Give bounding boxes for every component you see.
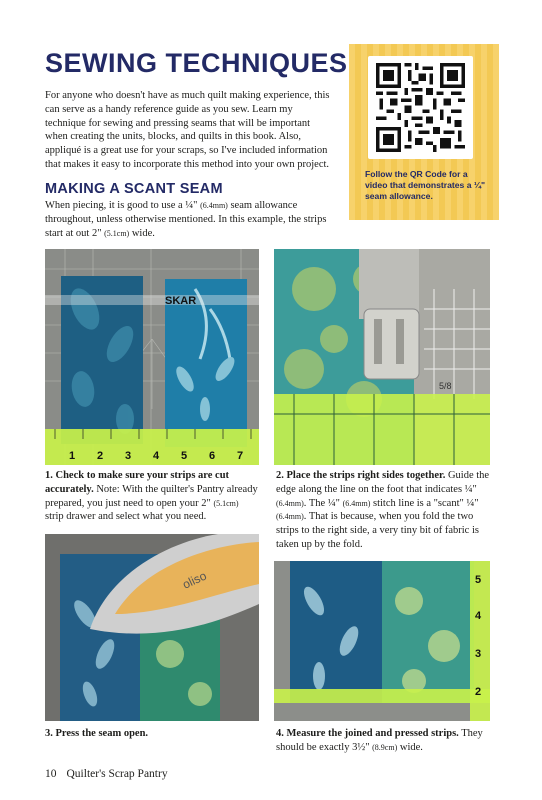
qr-card [368, 56, 473, 159]
metric-value: (6.4mm) [200, 201, 228, 210]
section-subheading: MAKING A SCANT SEAM [45, 181, 223, 197]
step-4-heading: 4. Measure the joined and pressed strips. [276, 728, 459, 739]
step-1-caption [45, 469, 259, 524]
section-paragraph [45, 199, 335, 240]
step-text: . That is because, when you fold the two strips to the right side, a very tiny bit of fabric is taken up by the fold. [276, 511, 479, 550]
iron-brand: oliso [180, 568, 209, 592]
ruler-brand: SKAR [165, 295, 197, 307]
ruler-number: 7 [237, 450, 244, 462]
step-text: stitch line is a "scant" ¼" [370, 497, 479, 509]
ruler-number: 4 [153, 450, 160, 462]
step-text: Note: With the quilter's Pantry already prepared, you just need to open your 2" [45, 483, 258, 509]
subtext-part: seam allowance throughout, unless otherwise mentioned. In this example, the strips start at out 2" [45, 200, 327, 239]
step-3-caption [45, 727, 259, 741]
metric-value: (6.4mm) [276, 512, 304, 522]
ruler-number: 3 [125, 450, 132, 462]
ruler-number: 2 [475, 686, 482, 698]
qr-code-icon[interactable] [376, 63, 465, 152]
step-text: Guide the edge along the line on the foot that indicates ¼" [276, 470, 490, 495]
ruler-number: 5 [181, 450, 188, 462]
ruler-number: 6 [209, 450, 216, 462]
metric-value: (8.9cm) [372, 742, 398, 752]
ruler-number: 2 [97, 450, 104, 462]
step-1-heading: 1. Check to make sure your strips are cut accurately. [45, 470, 230, 495]
qr-callout [349, 44, 499, 220]
step-2-heading: 2. Place the strips right sides together. [276, 470, 446, 481]
metric-value: (5.1cm) [213, 498, 239, 508]
metric-value: (5.1cm) [104, 228, 130, 238]
photo-iron-pressing [45, 534, 259, 721]
page-number: 10 [45, 768, 57, 780]
book-title: Quilter's Scrap Pantry [66, 768, 168, 780]
photo-strips-on-mat [45, 249, 259, 465]
foot-mark: 5/8 [439, 381, 452, 391]
step-text: . The ¼" [303, 497, 343, 509]
ruler-number: 4 [475, 610, 482, 622]
step-2-caption [276, 469, 490, 552]
step-text: They should be exactly 3½" [276, 728, 483, 753]
qr-caption: Follow the QR Code for a video that demonstrates a ¼" seam allowance. [365, 169, 486, 201]
ruler-number: 1 [69, 450, 76, 462]
subtext-part: wide. [129, 227, 155, 239]
step-text: wide. [397, 741, 423, 753]
step-text: strip drawer and select what you need. [45, 511, 207, 523]
ruler-number: 3 [475, 648, 482, 660]
page-title: SEWING TECHNIQUES [45, 48, 348, 78]
page-footer [45, 768, 168, 780]
subtext-part: When piecing, it is good to use a ¼" [45, 200, 201, 211]
metric-value: (6.4mm) [276, 498, 304, 508]
photo-joined-strips [274, 561, 490, 721]
metric-value: (6.4mm) [342, 498, 371, 508]
step-3-heading: 3. Press the seam open. [45, 728, 149, 739]
intro-paragraph: For anyone who doesn't have as much quilt making experience, this can serve as a handy reference guide as you sew. Learn my technique for sewing and pressing seams that will be important when creating the units, blocks, and quilts in this book. Also, appliqué is a great use for your scraps, so I've included information that makes it easy to incorporate this method into your own project. [45, 90, 330, 170]
ruler-number: 5 [475, 574, 482, 586]
photo-presser-foot [274, 249, 490, 465]
step-4-caption [276, 727, 490, 755]
